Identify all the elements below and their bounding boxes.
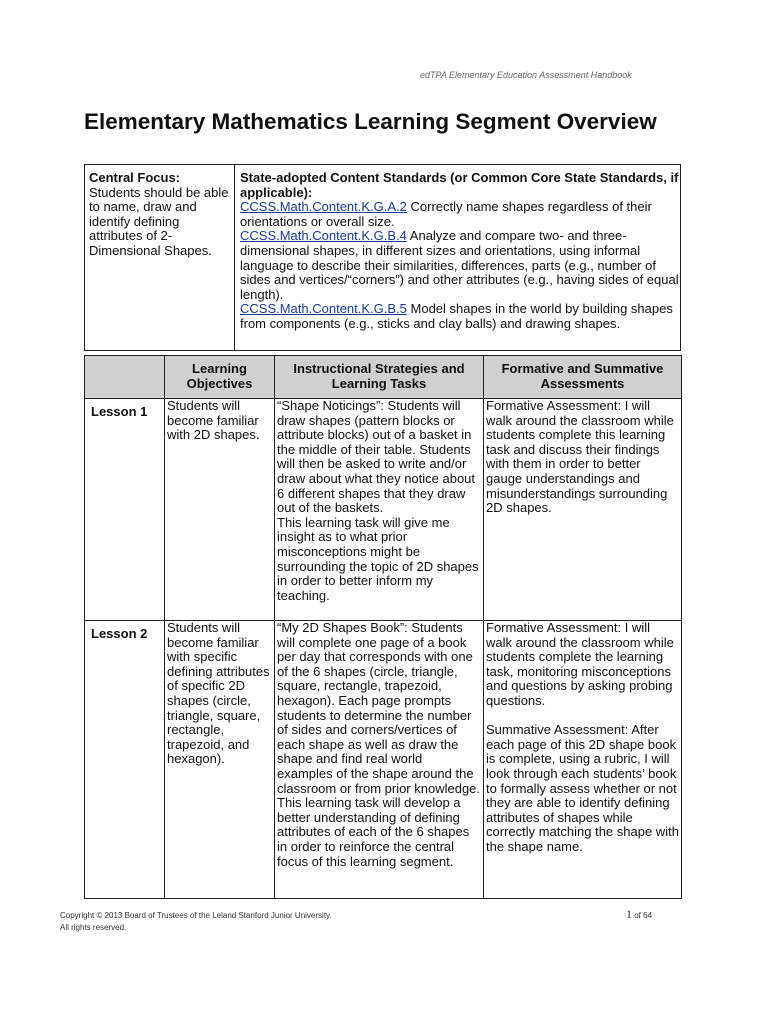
lesson-label: Lesson 2	[85, 621, 165, 899]
page-total: of 64	[632, 911, 653, 920]
table-row	[85, 399, 682, 621]
central-focus-text: Students should be able to name, draw and identify defining attributes of 2-Dimensional Shapes.	[89, 184, 229, 258]
central-focus-label: Central Focus:	[89, 170, 181, 185]
standard-item	[240, 302, 680, 331]
lesson-label: Lesson 1	[85, 399, 165, 621]
page-current: 1	[626, 907, 632, 921]
page-footer	[60, 910, 360, 934]
standards-label: State-adopted Content Standards (or Common Core State Standards, if applicable):	[240, 170, 679, 200]
table-header-row	[85, 356, 682, 399]
lesson-objective: Students will become familiar with 2D shapes.	[165, 399, 275, 621]
lesson-strategies: “My 2D Shapes Book”: Students will complete one page of a book per day that corresponds with one of the 6 shapes (circle, triangle, square, rectangle, trapezoid, hexagon). Each page prompts students to determine the number of sides and corners/vertices of each shape as well as draw the shape and find real world examples of the shape around the classroom or from prior knowledge. This learning task will develop a better understanding of defining attributes of each of the 6 shapes in order to reinforce the central focus of this learning segment.	[275, 621, 484, 899]
lesson-assessment: Formative Assessment: I will walk around the classroom while students complete the learning task, monitoring misconceptions and questions by asking probing questions. Summative Assessment: After each page of this 2D shape book is complete, using a rubric, I will look through each students’ book to formally assess whether or not they are able to identify defining attributes of shapes while correctly matching the shape with the shape name.	[484, 621, 682, 899]
header-blank	[85, 356, 165, 399]
lesson-assessment: Formative Assessment: I will walk around the classroom while students complete this learning task and discuss their findings with them in order to better gauge understandings and misunderstandings surrounding 2D shapes.	[484, 399, 682, 621]
standard-text: Correctly name shapes regardless of their orientations or overall size.	[240, 199, 652, 229]
standard-item	[240, 200, 680, 229]
standard-item	[240, 229, 680, 302]
table-row	[85, 621, 682, 899]
rights-text: All rights reserved.	[60, 923, 127, 932]
page-title: Elementary Mathematics Learning Segment Overview	[84, 109, 657, 134]
central-focus	[89, 171, 231, 259]
standard-text: Model shapes in the world by building shapes from components (e.g., sticks and clay balls) and drawing shapes.	[240, 301, 673, 331]
standard-link[interactable]: CCSS.Math.Content.K.G.A.2	[240, 199, 407, 215]
column-divider	[234, 165, 235, 350]
header-strategies: Instructional Strategies and Learning Tasks	[275, 356, 484, 399]
copyright-text: Copyright © 2013 Board of Trustees of the Leland Stanford Junior University.	[60, 911, 332, 920]
standard-link[interactable]: CCSS.Math.Content.K.G.B.4	[240, 228, 407, 244]
lesson-strategies: “Shape Noticings”: Students will draw shapes (pattern blocks or attribute blocks) out of a basket in the middle of their table. Students will then be asked to write and/or draw about what they notice about 6 different shapes that they draw out of the baskets. This learning task will give me insight as to what prior misconceptions might be surrounding the topic of 2D shapes in order to better inform my teaching.	[275, 399, 484, 621]
content-standards	[240, 171, 680, 332]
lessons-table	[84, 355, 682, 899]
standard-link[interactable]: CCSS.Math.Content.K.G.B.5	[240, 301, 407, 317]
header-assessments: Formative and Summative Assessments	[484, 356, 682, 399]
standard-text: Analyze and compare two- and three-dimensional shapes, in different sizes and orientations, using informal language to describe their similarities, differences, parts (e.g., number of sides and vertices/“corners”) and other attributes (e.g., having sides of equal length).	[240, 228, 679, 302]
lesson-objective: Students will become familiar with specific defining attributes of specific 2D shapes (circle, triangle, square, rectangle, trapezoid, and hexagon).	[165, 621, 275, 899]
focus-standards-box	[84, 164, 681, 351]
running-header: edTPA Elementary Education Assessment Handbook	[420, 70, 632, 80]
page-number	[626, 907, 652, 922]
header-objectives: Learning Objectives	[165, 356, 275, 399]
